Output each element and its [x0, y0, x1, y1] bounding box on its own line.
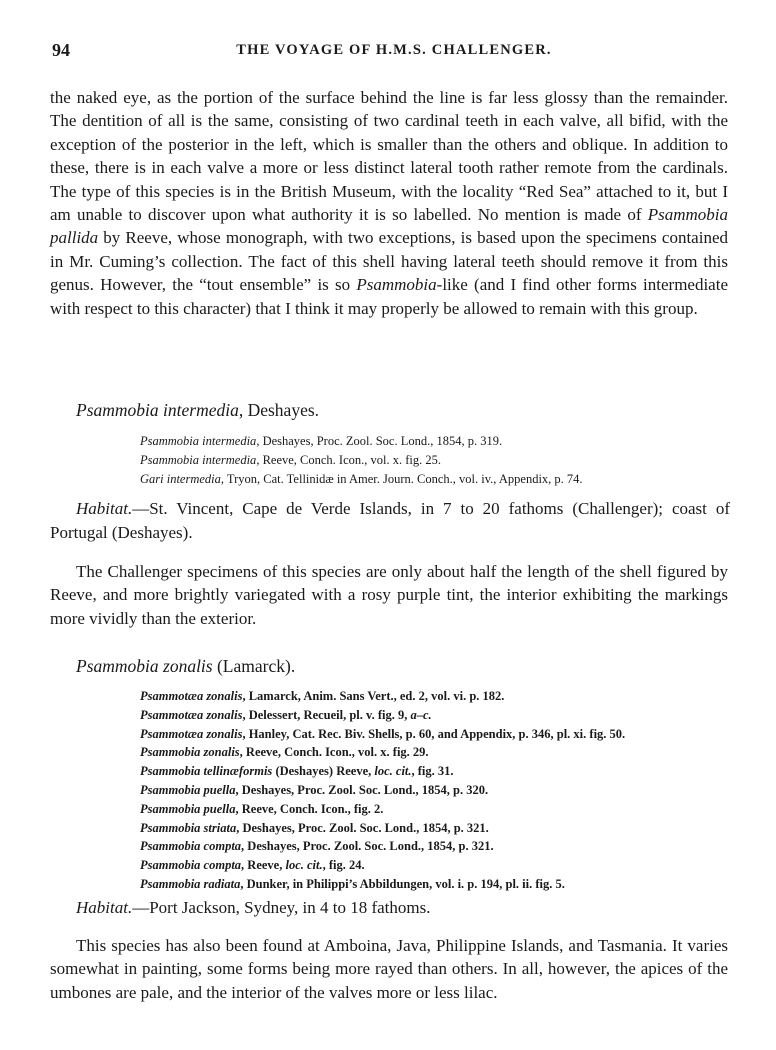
synonym-ref: , Delessert, Recueil, pl. v. fig. 9, [242, 707, 411, 722]
synonym-entry [140, 725, 740, 744]
synonym-ref: , Reeve, Conch. Icon., vol. x. fig. 29. [239, 745, 429, 760]
synonym-ref-italic: a–c. [410, 707, 432, 722]
synonym-entry [140, 762, 740, 781]
synonym-entry [140, 837, 740, 856]
synonym-name: Psammobia compta [140, 858, 242, 873]
species1-synonymy [140, 432, 740, 488]
synonym-ref: , Deshayes, Proc. Zool. Soc. Lond., 1854, p. 321. [236, 820, 489, 835]
synonym-entry [140, 875, 740, 894]
synonym-name: Gari intermedia [140, 471, 221, 486]
synonym-entry [140, 432, 740, 451]
species1-habitat [50, 497, 730, 545]
synonym-ref: , Tryon, Cat. Tellinidæ in Amer. Journ. Conch., vol. iv., Appendix, p. 74. [220, 471, 583, 486]
synonym-ref-end: , fig. 31. [411, 764, 454, 779]
remarks-text: This species has also been found at Amboina, Java, Philippine Islands, and Tasmania. It varies somewhat in painting, some forms being more rayed than others. In all, however, the apices of the umbones are pale, and the interior of the valves more or less lilac. [50, 936, 728, 1002]
synonym-entry [140, 819, 740, 838]
intro-italic-pallida: Psammobia pallida [50, 205, 728, 248]
remarks-text: The Challenger specimens of this species are only about half the length of the shell figured by Reeve, and more brightly variegated with a rosy purple tint, the interior exhibiting the markings more vividly than the exterior. [50, 562, 728, 628]
synonym-entry [140, 451, 740, 470]
species1-heading [76, 400, 319, 421]
synonym-name: Psammobia puella [140, 782, 236, 797]
synonym-ref: , Deshayes, Proc. Zool. Soc. Lond., 1854, p. 321. [241, 839, 494, 854]
synonym-ref: , Dunker, in Philippi’s Abbildungen, vol. i. p. 194, pl. ii. fig. 5. [240, 876, 565, 891]
synonym-ref: , Deshayes, Proc. Zool. Soc. Lond., 1854, p. 320. [235, 782, 489, 797]
species1-name: Psammobia intermedia [76, 400, 239, 420]
synonym-ref-end: , fig. 24. [322, 858, 365, 873]
page-header [52, 40, 736, 64]
habitat-label: Habitat. [76, 499, 133, 518]
synonym-ref: , Reeve, Conch. Icon., fig. 2. [235, 801, 384, 816]
habitat-text: —St. Vincent, Cape de Verde Islands, in 7 to 20 fathoms (Challenger); coast of Portugal (Deshayes). [50, 499, 730, 542]
synonym-name: Psammobia compta [140, 839, 242, 854]
synonym-name: Psammobia tellinæformis [140, 764, 273, 779]
synonym-ref: (Deshayes) Reeve, [272, 764, 375, 779]
species2-name: Psammobia zonalis [76, 656, 213, 676]
synonym-ref: , Lamarck, Anim. Sans Vert., ed. 2, vol. vi. p. 182. [242, 689, 505, 703]
synonym-ref-italic: loc. cit. [374, 764, 412, 779]
synonym-name: Psammobia intermedia [140, 452, 257, 467]
synonym-entry [140, 743, 740, 762]
species2-habitat [50, 896, 730, 920]
intro-text-3: -like (and I find other forms intermediate with respect to this character) that I think it may properly be allowed to remain with this group. [50, 275, 728, 318]
species2-author: (Lamarck). [212, 656, 296, 676]
synonym-name: Psammobia intermedia [140, 434, 257, 448]
synonym-ref: , Reeve, Conch. Icon., vol. x. fig. 25. [256, 452, 441, 467]
synonym-entry [140, 687, 740, 706]
synonym-name: Psammotæa zonalis [140, 689, 243, 703]
habitat-label: Habitat. [76, 898, 133, 917]
species2-synonymy [140, 687, 740, 894]
species2-heading [76, 656, 295, 677]
intro-text-1: the naked eye, as the portion of the surface behind the line is far less glossy than the remainder. The dentition of all is the same, consisting of two cardinal teeth in each valve, all bifid, with the exception of the posterior in the left, which is smaller than the others and oblique. In addition to these, there is in each valve a more or less distinct lateral tooth rather remote from the cardinals. The type of this species is in the British Museum, with the locality “Red Sea” attached to it, but I am unable to discover upon what authority it is so labelled. No mention is made of [50, 88, 728, 225]
synonym-ref: , Hanley, Cat. Rec. Biv. Shells, p. 60, and Appendix, p. 346, pl. xi. fig. 50. [242, 726, 626, 741]
page-number: 94 [52, 40, 70, 60]
synonym-entry [140, 470, 740, 489]
intro-paragraph [50, 86, 728, 320]
synonym-ref: , Deshayes, Proc. Zool. Soc. Lond., 1854, p. 319. [256, 434, 503, 448]
synonym-entry [140, 800, 740, 819]
species2-remarks [50, 934, 728, 1004]
synonym-name: Psammotæa zonalis [140, 707, 243, 722]
synonym-entry [140, 781, 740, 800]
running-title: THE VOYAGE OF H.M.S. CHALLENGER. [236, 42, 552, 58]
species1-remarks [50, 560, 728, 630]
habitat-text: —Port Jackson, Sydney, in 4 to 18 fathoms. [132, 898, 431, 917]
synonym-entry [140, 706, 740, 725]
intro-text-2: by Reeve, whose monograph, with two exceptions, is based upon the specimens contained in Mr. Cuming’s collection. The fact of this shell having lateral teeth should remove it from this genus. However, the “tout ensemble” is so [50, 228, 728, 295]
synonym-name: Psammotæa zonalis [140, 726, 243, 741]
synonym-name: Psammobia striata [140, 820, 237, 835]
synonym-name: Psammobia zonalis [140, 745, 240, 760]
species1-author: , Deshayes. [238, 400, 320, 420]
synonym-ref-italic: loc. cit. [285, 858, 323, 873]
intro-italic-psammobia: Psammobia [356, 275, 437, 295]
synonym-ref: , Reeve, [241, 858, 286, 873]
synonym-name: Psammobia puella [140, 801, 236, 816]
synonym-entry [140, 856, 740, 875]
synonym-name: Psammobia radiata [140, 876, 241, 891]
